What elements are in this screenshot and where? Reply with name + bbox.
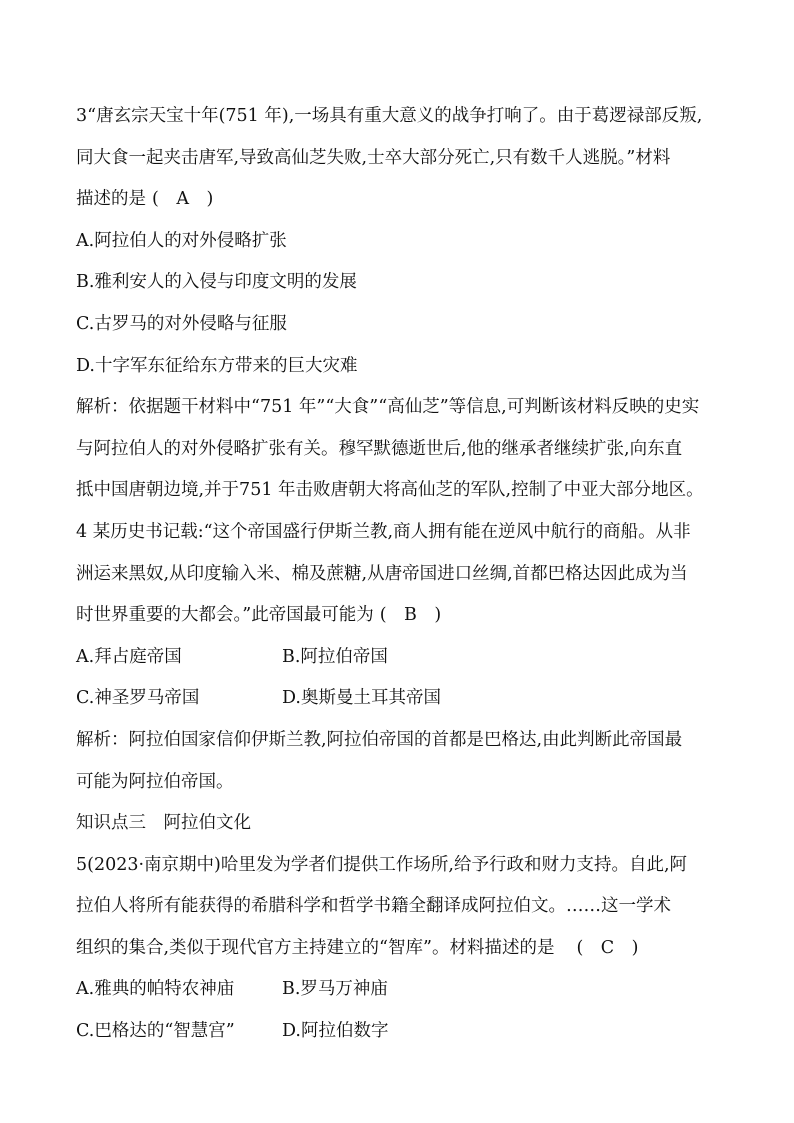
question-4-option-a: A.拜占庭帝国: [76, 646, 182, 667]
question-3-stem-end: 描述的是: [76, 189, 146, 210]
question-5-option-a: A.雅典的帕特农神庙: [76, 979, 235, 1000]
question-4-option-b: B.阿拉伯帝国: [282, 646, 388, 667]
question-5-stem-end: 组织的集合,类似于现代官方主持建立的“智库”。材料描述的是: [76, 937, 555, 958]
question-3-analysis-line: 与阿拉伯人的对外侵略扩张有关。穆罕默德逝世后,他的继承者继续扩张,向东直: [76, 438, 683, 459]
question-4-stem-line: 洲运来黑奴,从印度输入米、棉及蔗糖,从唐帝国进口丝绸,首都巴格达因此成为当: [76, 563, 688, 584]
question-4-analysis-line: 可能为阿拉伯帝国。: [76, 771, 234, 792]
question-4-stem-end: 时世界重要的大都会。”此帝国最可能为: [76, 605, 374, 626]
question-4: [76, 512, 726, 803]
question-4-stem-line: [76, 595, 726, 637]
question-5-stem-line: [76, 928, 726, 970]
question-5-option-b: B.罗马万神庙: [282, 979, 388, 1000]
question-5-options-row: [76, 1011, 726, 1053]
question-5-answer: ( C ): [576, 937, 639, 958]
question-4-answer: ( B ): [379, 605, 442, 626]
question-4-analysis-line: 解析：阿拉伯国家信仰伊斯兰教,阿拉伯帝国的首都是巴格达,由此判断此帝国最: [76, 729, 683, 750]
question-4-option-c: C.神圣罗马帝国: [76, 688, 200, 709]
question-5-option-d: D.阿拉伯数字: [282, 1021, 389, 1042]
question-4-stem-line: 4 某历史书记载:“这个帝国盛行伊斯兰教,商人拥有能在逆风中航行的商船。从非: [76, 521, 691, 542]
question-3-option-c: C.古罗马的对外侵略与征服: [76, 313, 287, 334]
question-3-stem-line: 同大食一起夹击唐军,导致高仙芝失败,士卒大部分死亡,只有数千人逃脱。”材料: [76, 147, 671, 168]
question-4-options-row: [76, 678, 726, 720]
question-5-options-row: [76, 969, 726, 1011]
question-3-option-a: A.阿拉伯人的对外侵略扩张: [76, 230, 287, 251]
question-5-stem-line: 拉伯人将所有能获得的希腊科学和哲学书籍全翻译成阿拉伯文。……这一学术: [76, 896, 671, 917]
question-3-stem-line: [76, 179, 726, 221]
question-3: [76, 96, 726, 512]
document-page: [76, 96, 726, 1053]
question-5-option-c: C.巴格达的“智慧宫”: [76, 1021, 235, 1042]
question-4-options-row: [76, 637, 726, 679]
question-3-option-b: B.雅利安人的入侵与印度文明的发展: [76, 272, 357, 293]
question-3-analysis-line: 解析：依据题干材料中“751 年”“大食”“高仙芝”等信息,可判断该材料反映的史实: [76, 397, 700, 418]
section-heading: 知识点三 阿拉伯文化: [76, 813, 251, 834]
question-3-analysis-line: 抵中国唐朝边境,并于751 年击败唐朝大将高仙芝的军队,控制了中亚大部分地区。: [76, 480, 704, 501]
question-5-stem-line: 5(2023·南京期中)哈里发为学者们提供工作场所,给予行政和财力支持。自此,阿: [76, 854, 688, 875]
question-3-answer: ( A ): [152, 189, 214, 210]
question-3-option-d: D.十字军东征给东方带来的巨大灾难: [76, 355, 358, 376]
question-4-option-d: D.奥斯曼土耳其帝国: [282, 688, 441, 709]
question-5: [76, 845, 726, 1053]
question-3-stem-line: 3“唐玄宗天宝十年(751 年),一场具有重大意义的战争打响了。由于葛逻禄部反叛,: [76, 106, 703, 126]
